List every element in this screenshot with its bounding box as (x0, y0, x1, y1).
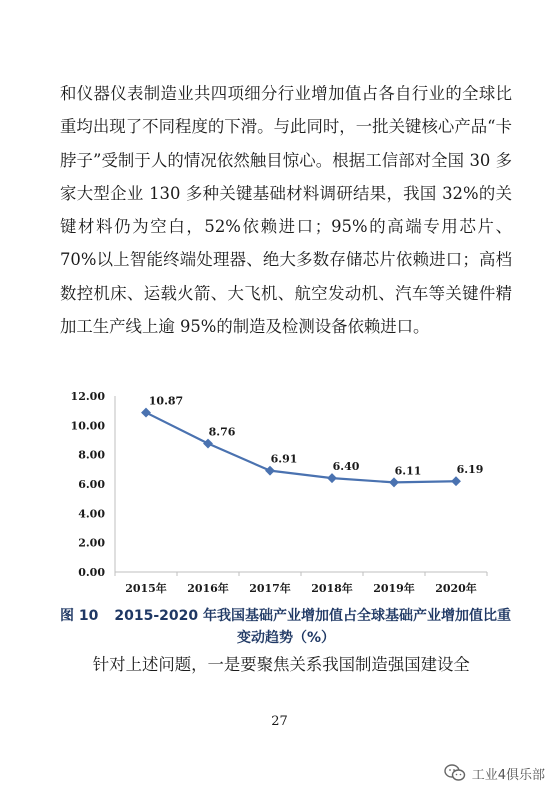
line-chart (55, 384, 495, 596)
data-point (265, 466, 275, 476)
data-label: 8.76 (208, 425, 236, 439)
body-paragraph-continued: 针对上述问题，一是要聚焦关系我国制造强国建设全 (92, 655, 470, 674)
y-tick-label: 10.00 (70, 419, 105, 433)
data-point (389, 477, 399, 487)
y-tick-label: 8.00 (78, 448, 105, 462)
x-tick-label: 2020年 (435, 582, 477, 595)
data-point (451, 476, 461, 486)
body-paragraph: 和仪器仪表制造业共四项细分行业增加值占各自行业的全球比重均出现了不同程度的下滑。与此同时，一批关键核心产品“卡脖子”受制于人的情况依然触目惊心。根据工信部对全国 30 多家大型企业 130 多种关键基础材料调研结果，我国 32%的关键材料仍为空白，52%依赖进口；95%的高端专用芯片、70%以上智能终端处理器、绝大多数存储芯片依赖进口；高档数控机床、运载火箭、大飞机、航空发动机、汽车等关键件精加工生产线上逾 95%的制造及检测设备依赖进口。 (60, 84, 512, 337)
x-tick-label: 2018年 (311, 582, 353, 595)
figure-label: 图 10 (60, 608, 99, 624)
data-label: 6.40 (332, 460, 360, 474)
data-label: 10.87 (148, 394, 184, 408)
x-tick-label: 2019年 (373, 582, 415, 595)
data-point (327, 473, 337, 483)
data-point (203, 439, 213, 449)
y-tick-label: 6.00 (78, 478, 105, 491)
x-tick-label: 2015年 (125, 582, 167, 595)
wechat-watermark (444, 762, 545, 784)
figure-caption (60, 605, 512, 649)
x-tick-label: 2017年 (249, 582, 291, 595)
data-label: 6.11 (394, 464, 422, 478)
y-tick-label: 12.00 (70, 390, 105, 403)
wechat-icon (444, 763, 466, 783)
x-tick-label: 2016年 (187, 582, 229, 595)
y-tick-label: 4.00 (78, 507, 105, 521)
y-tick-label: 2.00 (78, 536, 105, 550)
data-label: 6.91 (270, 452, 298, 466)
data-label: 6.19 (456, 463, 484, 477)
figure-caption-line1: 2015-2020 年我国基础产业增加值占全球基础产业增加值比重 (114, 608, 511, 624)
y-tick-label: 0.00 (78, 566, 105, 579)
page-number: 27 (271, 714, 288, 729)
watermark-text: 工业4俱乐部 (471, 767, 545, 783)
data-point (141, 408, 151, 418)
figure-caption-line2: 变动趋势（%） (236, 630, 336, 646)
